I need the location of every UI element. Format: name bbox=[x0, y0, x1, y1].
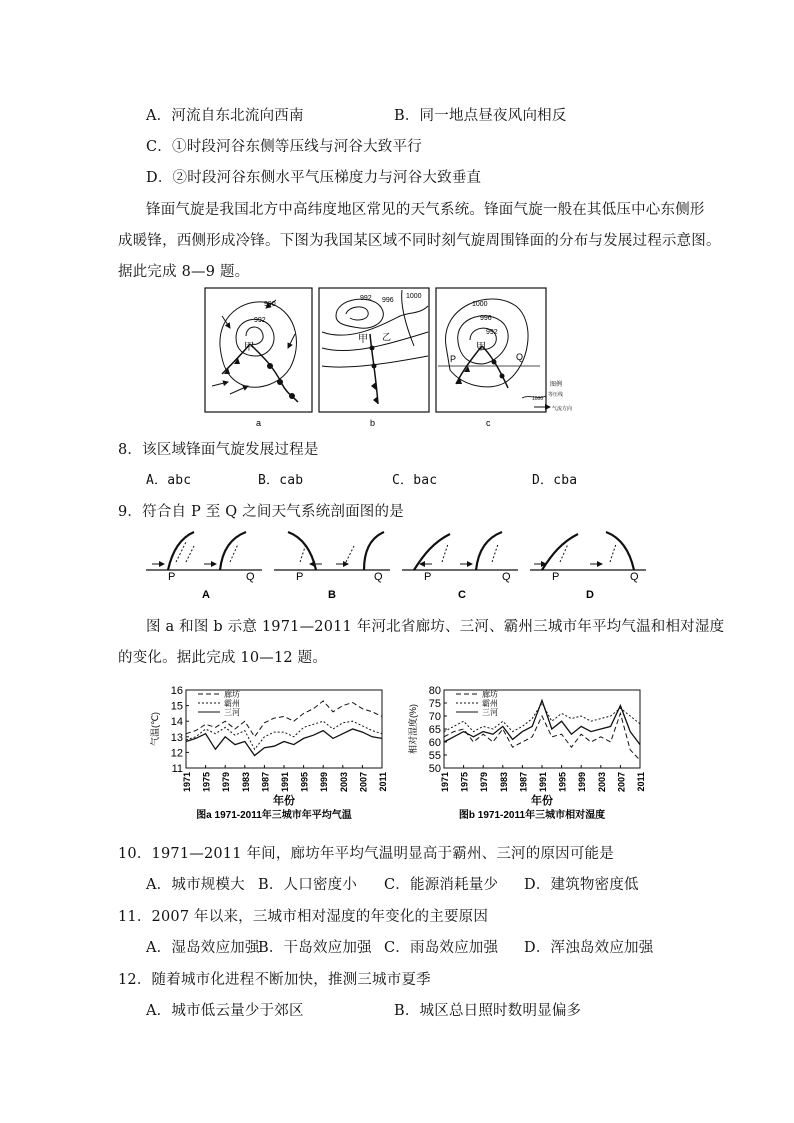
iso-label: 990 bbox=[264, 301, 276, 308]
legend-title: 图例 bbox=[550, 382, 563, 388]
front-profile-options bbox=[146, 528, 646, 602]
panel-label: b bbox=[370, 418, 376, 428]
label-q: Q bbox=[374, 571, 383, 583]
y-tick-label: 75 bbox=[428, 698, 441, 710]
x-tick-label: 2011 bbox=[636, 772, 646, 792]
x-axis-label: 年份 bbox=[273, 795, 295, 807]
q7-option-b: B．同一地点昼夜风向相反 bbox=[394, 108, 567, 124]
point-q: Q bbox=[516, 352, 524, 362]
q10-stem: 10．1971—2011 年间，廊坊年平均气温明显高于霸州、三河的原因可能是 bbox=[118, 846, 614, 862]
legend-label: 霸州 bbox=[224, 699, 240, 708]
x-tick-label: 1975 bbox=[459, 772, 470, 793]
x-tick-label: 1995 bbox=[299, 772, 310, 793]
profile-b bbox=[274, 532, 390, 601]
legend-label: 三河 bbox=[224, 708, 240, 717]
passage1-line1: 锋面气旋是我国北方中高纬度地区常见的天气系统。锋面气旋一般在其低压中心东侧形 bbox=[146, 202, 705, 218]
legend-isobar: 等压线 bbox=[548, 392, 564, 398]
label-q: Q bbox=[630, 571, 639, 583]
panel-label: c bbox=[486, 418, 491, 428]
q10-option-b: B．人口密度小 bbox=[258, 877, 358, 893]
series-line-2 bbox=[444, 700, 640, 744]
q10-option-c: C．能源消耗量少 bbox=[384, 877, 499, 893]
iso-label: 992 bbox=[254, 317, 266, 324]
x-tick-label: 1979 bbox=[221, 772, 232, 793]
x-tick-label: 1991 bbox=[280, 772, 290, 793]
chart-title: 图b 1971-2011年三城市相对湿度 bbox=[458, 810, 606, 821]
passage2-line2: 的变化。据此完成 10—12 题。 bbox=[118, 650, 328, 666]
y-axis-label: 气温(℃) bbox=[150, 711, 160, 747]
chart-humidity bbox=[404, 680, 654, 826]
x-tick-label: 1999 bbox=[577, 772, 588, 793]
legend-isobar-value: 1000 bbox=[532, 396, 544, 402]
iso-label: 992 bbox=[486, 329, 498, 336]
series-line-0 bbox=[186, 701, 382, 737]
b-extra-label: 乙 bbox=[382, 332, 392, 342]
legend-wind: 气流方向 bbox=[552, 406, 573, 412]
q11-option-b: B．干岛效应加强 bbox=[258, 940, 372, 956]
y-tick-label: 65 bbox=[428, 724, 441, 736]
x-tick-label: 1987 bbox=[518, 772, 529, 793]
passage1-line3: 据此完成 8—9 题。 bbox=[118, 264, 250, 280]
y-tick-label: 11 bbox=[171, 763, 183, 775]
center-label: 甲 bbox=[476, 342, 486, 353]
q8-stem: 8．该区域锋面气旋发展过程是 bbox=[118, 442, 319, 458]
label-p: P bbox=[424, 571, 432, 583]
q8-option-a: A．abc bbox=[146, 473, 192, 488]
q11-option-d: D．浑浊岛效应加强 bbox=[524, 940, 654, 956]
x-tick-label: 1983 bbox=[498, 772, 509, 793]
x-tick-label: 1971 bbox=[440, 772, 450, 793]
x-tick-label: 1991 bbox=[538, 772, 548, 793]
iso-label: 1000 bbox=[406, 293, 422, 300]
x-tick-label: 2007 bbox=[616, 772, 627, 793]
profile-label: B bbox=[328, 589, 336, 601]
series-line-2 bbox=[186, 729, 382, 756]
label-q: Q bbox=[246, 571, 255, 583]
label-q: Q bbox=[502, 571, 511, 583]
y-tick-label: 16 bbox=[170, 685, 183, 697]
y-axis-label: 相对湿度(%) bbox=[408, 704, 418, 754]
iso-label: 996 bbox=[480, 315, 492, 322]
y-tick-label: 14 bbox=[170, 716, 183, 729]
y-tick-label: 80 bbox=[428, 685, 441, 697]
panel-a bbox=[205, 288, 312, 428]
center-label: 甲 bbox=[358, 334, 368, 345]
q11-option-a: A．湿岛效应加强 bbox=[146, 940, 260, 956]
x-tick-label: 2003 bbox=[596, 772, 607, 793]
q10-option-a: A．城市规模大 bbox=[146, 877, 245, 893]
y-tick-label: 12 bbox=[170, 747, 183, 760]
q8-option-d: D．cba bbox=[532, 473, 578, 488]
legend-label: 廊坊 bbox=[224, 690, 240, 699]
cyclone-legend bbox=[522, 380, 572, 412]
series-line-1 bbox=[444, 703, 640, 732]
iso-label: 1000 bbox=[472, 301, 488, 308]
x-tick-label: 1999 bbox=[319, 772, 330, 793]
legend-label: 三河 bbox=[482, 708, 498, 717]
cyclone-figure bbox=[200, 286, 575, 430]
label-p: P bbox=[296, 571, 304, 583]
q12-option-a: A．城市低云量少于郊区 bbox=[146, 1003, 304, 1019]
x-tick-label: 1975 bbox=[201, 772, 212, 793]
series-line-1 bbox=[186, 721, 382, 749]
x-tick-label: 2003 bbox=[338, 772, 349, 793]
q7-option-c: C．①时段河谷东侧等压线与河谷大致平行 bbox=[146, 139, 422, 155]
x-tick-label: 1987 bbox=[260, 772, 271, 793]
profile-label: A bbox=[202, 589, 210, 601]
chart-title: 图a 1971-2011年三城市年平均气温 bbox=[196, 810, 352, 821]
x-tick-label: 2011 bbox=[378, 772, 388, 792]
passage2-line1: 图 a 和图 b 示意 1971—2011 年河北省廊坊、三河、霸州三城市年平均气温和相对湿度 bbox=[146, 619, 725, 635]
profile-label: C bbox=[458, 589, 466, 601]
chart-temperature bbox=[146, 680, 396, 826]
q12-stem: 12．随着城市化进程不断加快，推测三城市夏季 bbox=[118, 972, 431, 988]
q8-option-b: B．cab bbox=[258, 473, 304, 488]
legend-label: 廊坊 bbox=[482, 690, 498, 699]
x-tick-label: 1971 bbox=[182, 772, 192, 793]
point-p: P bbox=[450, 354, 457, 364]
center-label: 甲 bbox=[244, 342, 254, 353]
passage1-line2: 成暖锋，西侧形成冷锋。下图为我国某区域不同时刻气旋周围锋面的分布与发展过程示意图。 bbox=[118, 233, 721, 249]
panel-label: a bbox=[256, 418, 262, 428]
y-tick-label: 15 bbox=[170, 700, 183, 713]
x-axis-label: 年份 bbox=[531, 795, 553, 807]
label-p: P bbox=[552, 571, 560, 583]
q7-option-a: A．河流自东北流向西南 bbox=[146, 108, 304, 124]
q12-option-b: B．城区总日照时数明显偏多 bbox=[394, 1003, 582, 1019]
y-tick-label: 50 bbox=[428, 763, 441, 775]
x-tick-label: 1979 bbox=[479, 772, 490, 793]
profile-a bbox=[146, 532, 262, 601]
iso-label: 992 bbox=[360, 295, 372, 302]
q11-option-c: C．雨岛效应加强 bbox=[384, 940, 499, 956]
x-tick-label: 1983 bbox=[240, 772, 251, 793]
label-p: P bbox=[168, 571, 176, 583]
q7-option-d: D．②时段河谷东侧水平气压梯度力与河谷大致垂直 bbox=[146, 170, 482, 186]
y-tick-label: 60 bbox=[428, 737, 441, 749]
iso-label: 996 bbox=[382, 297, 394, 304]
panel-c bbox=[436, 288, 546, 428]
profile-c bbox=[402, 532, 518, 601]
q10-option-d: D．建筑物密度低 bbox=[524, 877, 639, 893]
y-tick-label: 55 bbox=[428, 750, 441, 762]
panel-b bbox=[319, 288, 429, 428]
profile-label: D bbox=[586, 589, 594, 601]
profile-d bbox=[530, 532, 646, 601]
x-tick-label: 2007 bbox=[358, 772, 369, 793]
x-tick-label: 1995 bbox=[557, 772, 568, 793]
q11-stem: 11．2007 年以来，三城市相对湿度的年变化的主要原因 bbox=[118, 909, 489, 925]
q9-stem: 9．符合自 P 至 Q 之间天气系统剖面图的是 bbox=[118, 504, 404, 520]
y-tick-label: 70 bbox=[428, 711, 441, 723]
y-tick-label: 13 bbox=[170, 731, 183, 744]
legend-label: 霸州 bbox=[482, 699, 498, 708]
q8-option-c: C．bac bbox=[392, 473, 438, 488]
